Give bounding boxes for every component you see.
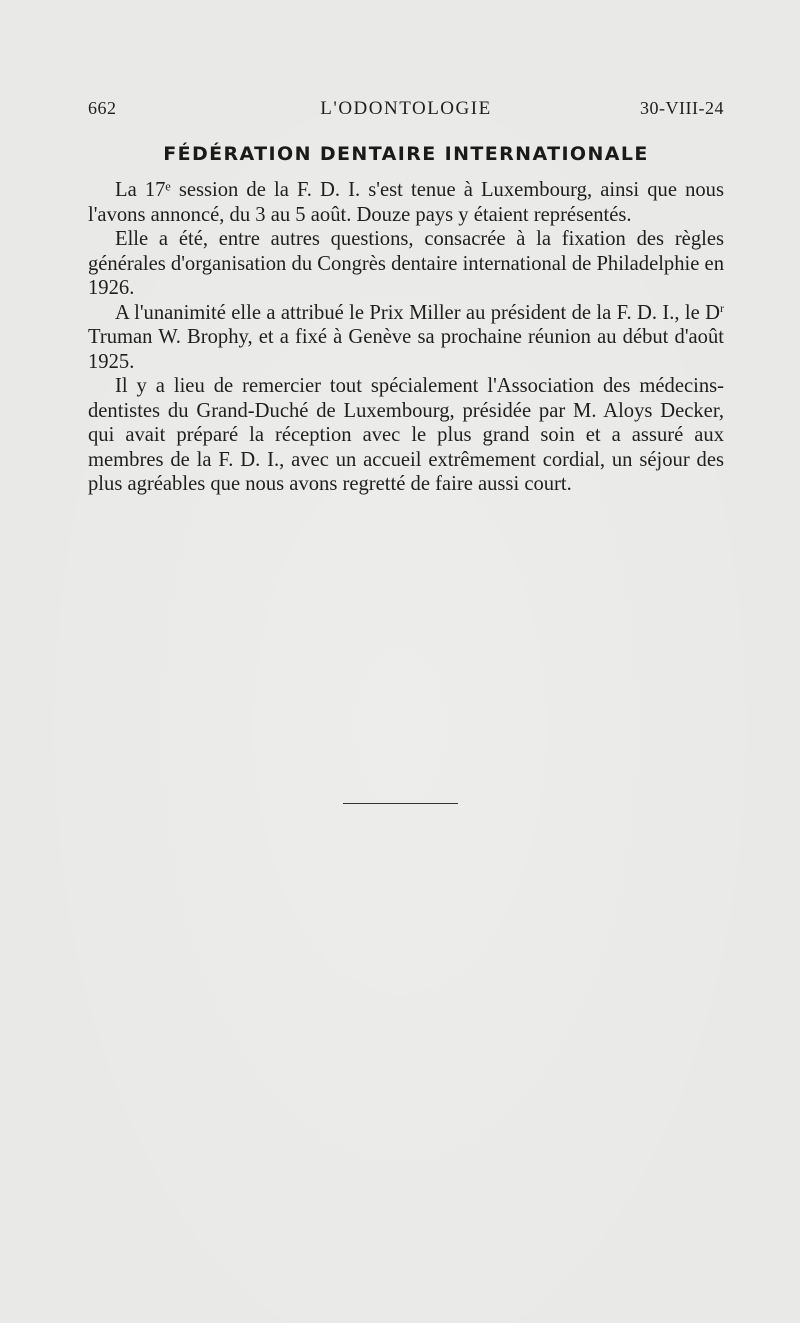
issue-date: 30-VIII-24 <box>640 98 724 118</box>
journal-title: L'ODONTOLOGIE <box>320 98 492 119</box>
paragraph-2: Elle a été, entre autres questions, consacrée à la fixation des règles générales d'organisation du Congrès dentaire international de Philadelphie en 1926. <box>88 228 724 299</box>
article-title: FÉDÉRATION DENTAIRE INTERNATIONALE <box>163 143 649 165</box>
paragraph-3-part-1: A l'unanimité elle a attribué le Prix Miller au président de la F. D. I., le D <box>115 301 720 324</box>
page-number: 662 <box>88 98 117 118</box>
doctor-abbrev-superscript: r <box>720 300 724 315</box>
paragraph-3 <box>88 301 724 375</box>
article-body <box>88 178 724 497</box>
paragraph-1: La 17ᵉ session de la F. D. I. s'est tenue à Luxembourg, ainsi que nous l'avons annoncé, du 3 au 5 août. Douze pays y étaient représentés. <box>88 179 724 226</box>
section-divider <box>343 803 458 804</box>
paragraph-4: Il y a lieu de remercier tout spécialement l'Association des médecins-dentistes du Grand-Duché de Luxembourg, présidée par M. Aloys Decker, qui avait préparé la réception avec le plus grand soin et a assuré aux membres de la F. D. I., avec un accueil extrêmement cordial, un séjour des plus agréables que nous avons regretté de faire aussi court. <box>88 375 724 495</box>
running-header <box>88 98 724 128</box>
paragraph-3-part-2: Truman W. Brophy, et a fixé à Genève sa prochaine réunion au début d'août 1925. <box>88 326 724 373</box>
